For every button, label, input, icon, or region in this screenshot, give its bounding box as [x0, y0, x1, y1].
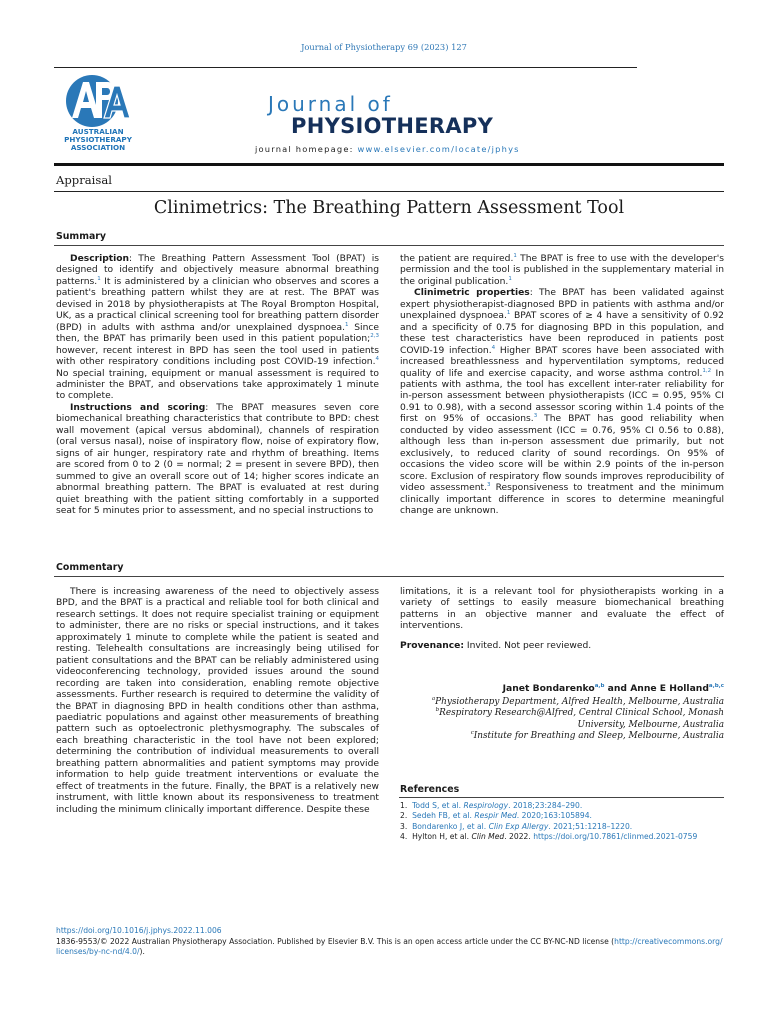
summary-heading: Summary [56, 231, 107, 242]
license-link-part-1[interactable]: http://creativecommons.org/ [614, 936, 723, 946]
section-label: Appraisal [56, 173, 112, 187]
summary-column-left: Description: The Breathing Pattern Assessment Tool (BPAT) is designed to identify and objectively measure abnormal breathing patterns.$^1$ It is administered by a clinician who observes and scores a patient's breathing pattern whilst they are at rest. The BPAT was devised in 2018 by physiotherapists at The Royal Brompton Hospital, UK, as a practical clinical screening tool for breathing pattern disorder (BPD) in adults with asthma and/or unexplained dyspnoea.$^1$ Since then, the BPAT has primarily been used in this patient population;$^{2,3}$ however, recent interest in BPD has seen the tool used in patients with other respiratory conditions including post COVID-19 infection.$^4$ No special training, equipment or manual assessment is required to administer the BPAT, and observations take approximately 1 minute to complete. Instructions and scoring: The BPAT measures seven core biomechanical breathing characteristics that contribute to BPD: chest wall movement (apical versus abdominal), channels of respiration (oral versus nasal), noise of inspiratory flow, noise of expiratory flow, signs of air hunger, respiratory rate and rhythm of breathing. Items are scored from 0 to 2 (0 = normal; 2 = present in severe BPD), then summed to give an overall score out of 14; higher scores indicate an abnormal breathing pattern. The BPAT is evaluated at rest during quiet breathing with the patient sitting comfortably in a supported seat for 5 minutes prior to assessment, and no special instructions to [56, 254, 379, 516]
header-rule [54, 67, 637, 68]
references-list [400, 801, 724, 842]
provenance [400, 641, 724, 652]
authors-and: and [604, 683, 631, 694]
author-1: Janet Bondarenko [502, 683, 595, 694]
journal-of-text: Journal of [268, 92, 393, 116]
commentary-column-left: There is increasing awareness of the need to objectively assess BPD, and the BPAT is a practical and reliable tool for both clinical and research settings. It does not require specialist training or equipment to administer, there are no risks or special instructions, and it takes approximately 1 minute to complete while the patient is seated and resting. Telehealth consultations are increasingly being utilised for patient consultations and the BPAT can be reliably administered using videoconferencing technology, provided issues around the sound recording are taken into consideration, enabling remote objective assessments. Further research is required to determine the validity of the BPAT in diagnosing BPD in health conditions other than asthma, paediatric populations and against other measurements of breathing pattern such as optoelectronic plethysmography. The subscales of each breathing characteristic in the tool have not been explored; determining the contribution of individual measurements to overall breathing pattern abnormalities and patient symptoms may provide information to help guide treatment interventions or evaluate the effect of treatments in the future. Finally, the BPAT is a relatively new instrument, with little known about its responsiveness to treatment including the minimum clinically important difference. Despite these [56, 587, 379, 815]
section-rule [54, 191, 724, 192]
affiliation-a: $^a$Physiotherapy Department, Alfred Health, Melbourne, Australia [431, 696, 724, 707]
logo-line-3: ASSOCIATION [70, 143, 126, 152]
journal-name: PHYSIOTHERAPY [291, 114, 494, 138]
reference-1-link[interactable]: Todd S, et al. Respirology. 2018;23:284–290. [412, 801, 583, 810]
affiliation-c: $^c$Institute for Breathing and Sleep, Melbourne, Australia [470, 730, 724, 742]
reference-3-link[interactable]: Bondarenko J, et al. Clin Exp Allergy. 2021;51:1218–1220. [412, 821, 633, 831]
homepage-link[interactable]: www.elsevier.com/locate/jphys [357, 144, 520, 154]
authors [400, 683, 724, 694]
commentary-column-right: limitations, it is a relevant tool for physiotherapists working in a variety of settings to easily measure biomechanical breathing patterns in an objective manner and evaluate the effect of interventions. [400, 587, 724, 632]
journal-citation: Journal of Physiotherapy 69 (2023) 127 [301, 42, 467, 52]
commentary-rule [54, 576, 724, 577]
article-doi-link[interactable]: https://doi.org/10.1016/j.jphys.2022.11.006 [56, 926, 222, 935]
footer [56, 926, 724, 958]
reference-2: 2. Sedeh FB, et al. Respir Med. 2020;163:105894. [400, 811, 592, 821]
provenance-text: Invited. Not peer reviewed. [464, 641, 592, 651]
copyright-notice-cont: licenses/by-nc-nd/4.0/). [56, 947, 145, 956]
logo-line-1: AUSTRALIAN [72, 127, 124, 136]
affiliations [400, 697, 724, 743]
reference-4-doi-link[interactable]: https://doi.org/10.7861/clinmed.2021-0759 [533, 831, 698, 841]
references-rule [399, 797, 724, 798]
references-heading: References [400, 784, 460, 795]
affiliation-b-cont: University, Melbourne, Australia [577, 719, 724, 730]
reference-2-link[interactable]: Sedeh FB, et al. Respir Med. 2020;163:105894. [412, 811, 592, 821]
author-2-affil: a,b,c [708, 683, 724, 689]
apa-logo-icon [52, 72, 142, 130]
homepage-label: journal homepage: [255, 144, 358, 154]
reference-3: 3. Bondarenko J, et al. Clin Exp Allergy. 2021;51:1218–1220. [400, 821, 633, 831]
header-thick-rule [54, 163, 724, 166]
commentary-heading: Commentary [56, 562, 124, 573]
reference-4: 4. Hylton H, et al. Clin Med. 2022. https://doi.org/10.7861/clinmed.2021-0759 [400, 831, 698, 841]
affiliation-b: $^b$Respiratory Research@Alfred, Central Clinical School, Monash [435, 707, 724, 719]
author-1-affil: a,b [594, 683, 605, 689]
provenance-label: Provenance: [400, 641, 464, 651]
summary-rule [54, 245, 724, 246]
article-title: Clinimetrics: The Breathing Pattern Assessment Tool [153, 198, 625, 218]
author-2: Anne E Holland [630, 683, 709, 694]
journal-homepage [255, 144, 520, 154]
logo-line-2: PHYSIOTHERAPY [64, 135, 132, 144]
reference-1: 1. Todd S, et al. Respirology. 2018;23:284–290. [400, 801, 583, 810]
license-link-part-2[interactable]: licenses/by-nc-nd/4.0/ [56, 947, 140, 956]
apa-logo-text [44, 128, 152, 152]
copyright-notice: 1836-9553/© 2022 Australian Physiotherapy Association. Published by Elsevier B.V. This is an open access article under the CC BY-NC-ND license (http://creativecommons.org/ [56, 936, 723, 946]
summary-column-right: the patient are required.$^1$ The BPAT is free to use with the developer's permission and the tool is published in the supplementary material in the original publication.$^1$ Clinimetric properties: The BPAT has been validated against expert physiotherapist-diagnosed BPD in patients with asthma and/or unexplained dyspnoea.$^1$ BPAT scores of ≥ 4 have a sensitivity of 0.92 and a specificity of 0.75 for diagnosing BPD in this population, and these test characteristics have been reproduced in patients post COVID-19 infection.$^4$ Higher BPAT scores have been associated with increased breathlessness and hyperventilation symptoms, reduced quality of life and exercise capacity, and worse asthma control.$^{1,2}$ In patients with asthma, the tool has excellent inter-rater reliability for in-person assessment between physiotherapists (ICC = 0.95, 95% CI 0.91 to 0.98), with a second assessor scoring within 1.4 points of the first on 95% of occasions.$^3$ The BPAT has good reliability when conducted by video assessment (ICC = 0.76, 95% CI 0.56 to 0.88), although less than in-person assessment due primarily, but not exclusively, to reduced clarity of sound recordings. On 95% of occasions the video score will be within 2.9 points of the in-person score. Exclusion of respiratory flow sounds improves reproducibility of video assessment.$^3$ Responsiveness to treatment and the minimum clinically important difference in scores to determine meaningful change are unknown. [400, 253, 725, 516]
